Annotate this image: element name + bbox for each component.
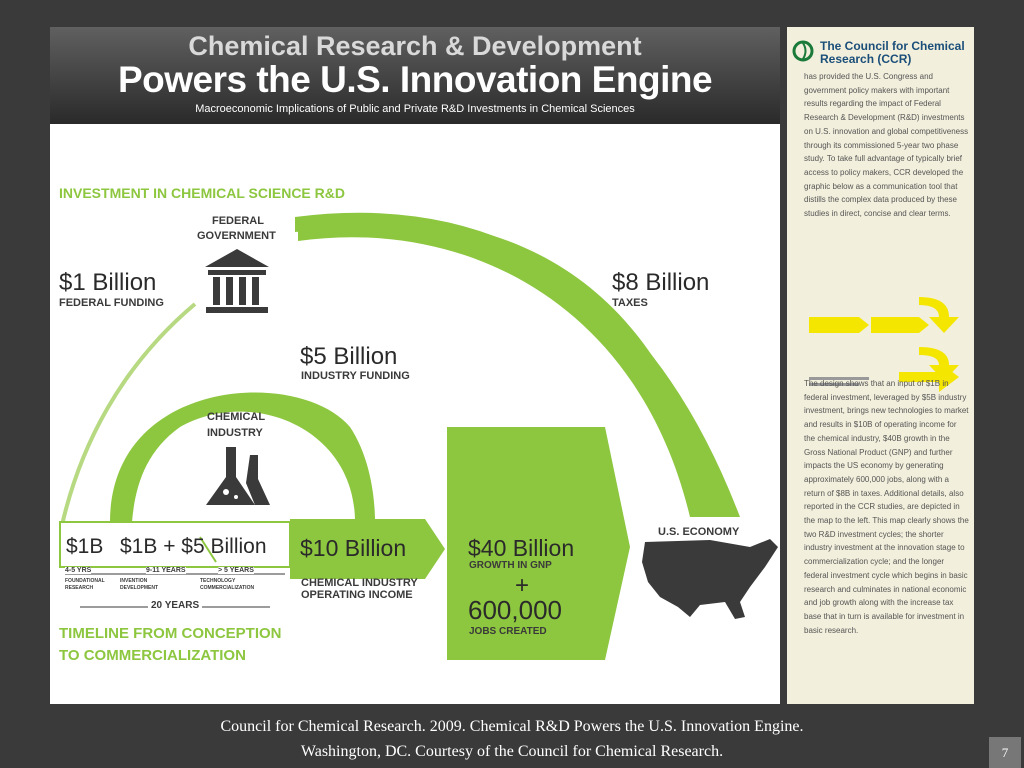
timeline-seg1-desc-1: FOUNDATIONAL bbox=[65, 578, 105, 584]
jobs-label: JOBS CREATED bbox=[469, 626, 547, 637]
header-line1: Chemical Research & Development bbox=[188, 31, 642, 61]
federal-funding-label: FEDERAL FUNDING bbox=[59, 297, 164, 309]
chemical-industry-label-2: INDUSTRY bbox=[207, 427, 263, 439]
flow-1b: $1B bbox=[66, 535, 104, 558]
slide-caption bbox=[0, 714, 1024, 764]
timeline-total: 20 YEARS bbox=[148, 600, 202, 611]
government-building-icon bbox=[205, 249, 269, 313]
timeline-seg1-desc-2: RESEARCH bbox=[65, 585, 94, 591]
caption-line-2: Washington, DC. Courtesy of the Council for Chemical Research. bbox=[300, 743, 724, 760]
timeline-seg3-desc-2: COMMERCIALIZATION bbox=[200, 585, 255, 591]
chemical-industry-label-1: CHEMICAL bbox=[207, 411, 266, 423]
income-label-2: OPERATING INCOME bbox=[301, 589, 413, 601]
industry-funding-amount: $5 Billion bbox=[300, 343, 398, 370]
gnp-label: GROWTH IN GNP bbox=[469, 560, 552, 571]
sidebar-title: The Council for Chemical Research (CCR) bbox=[820, 39, 965, 66]
flask-icon bbox=[206, 447, 270, 505]
timeline-seg1: 4-5 YRS bbox=[65, 567, 92, 574]
taxes-label: TAXES bbox=[612, 297, 648, 309]
taxes-amount: $8 Billion bbox=[612, 269, 710, 296]
timeline-seg2-desc-2: DEVELOPMENT bbox=[120, 585, 159, 591]
plus-sign: + bbox=[515, 572, 530, 599]
section-title: INVESTMENT IN CHEMICAL SCIENCE R&D bbox=[59, 185, 345, 201]
us-economy-label: U.S. ECONOMY bbox=[658, 526, 740, 538]
sidebar-paragraph-2: The design shows that an input of $1B in federal investment, leveraged by $5B industry investment, brings new technologies to market and results in $10B of operating income for the chemical industry, $40B growth in the Gross National Product (GNP) and further impacts the US economy by generating approximately 600,000 jobs, along with a return of $8B in taxes. Additional details, also reported in the CCR studies, are depicted in the map to the left. This map clearly shows the two R&D investment cycles; the shorter industry investment at the innovation stage to commercialization cycle; and the longer federal investment cycle which begins in basic research and culminates in national economic and job growth along with the increase tax base that in turn is available for investment in basic research. bbox=[804, 379, 969, 635]
infographic bbox=[50, 27, 780, 704]
ccr-logo-icon bbox=[792, 40, 814, 62]
timeline-title-2: TO COMMERCIALIZATION bbox=[59, 647, 246, 664]
sidebar-paragraph-1: has provided the U.S. Congress and government policy makers with important results regarding the impact of Federal Research & Development (R&D) investments on U.S. innovation and global competitiveness through its commissioned 5-year two phase study. To take full advantage of typically brief access to policy makers, CCR developed the graphic below as a communication tool that distills the complex data produced by these studies in direct, concise and clear terms. bbox=[804, 72, 969, 219]
income-label-1: CHEMICAL INDUSTRY bbox=[301, 577, 418, 589]
timeline-seg2: 9-11 YEARS bbox=[146, 567, 186, 574]
gnp-amount: $40 Billion bbox=[468, 535, 575, 561]
federal-government-label-1: FEDERAL bbox=[212, 215, 264, 227]
timeline-seg3-desc-1: TECHNOLOGY bbox=[200, 578, 236, 584]
jobs-amount: 600,000 bbox=[468, 595, 562, 625]
timeline-title-1: TIMELINE FROM CONCEPTION bbox=[59, 625, 282, 642]
income-amount: $10 Billion bbox=[300, 535, 407, 561]
timeline-seg2-desc-1: INVENTION bbox=[120, 578, 148, 584]
header-subtitle: Macroeconomic Implications of Public and Private R&D Investments in Chemical Sciences bbox=[195, 103, 635, 115]
timeline-seg3: > 5 YEARS bbox=[218, 567, 254, 574]
header-title: Powers the U.S. Innovation Engine bbox=[117, 59, 713, 100]
caption-line-1: Council for Chemical Research. 2009. Chemical R&D Powers the U.S. Innovation Engine. bbox=[220, 718, 804, 735]
federal-government-label-2: GOVERNMENT bbox=[197, 230, 276, 242]
federal-funding-amount: $1 Billion bbox=[59, 269, 157, 296]
us-map-icon bbox=[642, 539, 778, 619]
flow-1b-5b: $1B + $5 Billion bbox=[120, 535, 267, 558]
industry-funding-label: INDUSTRY FUNDING bbox=[301, 370, 410, 382]
page-number: 7 bbox=[989, 737, 1021, 768]
ccr-sidebar bbox=[787, 27, 974, 704]
